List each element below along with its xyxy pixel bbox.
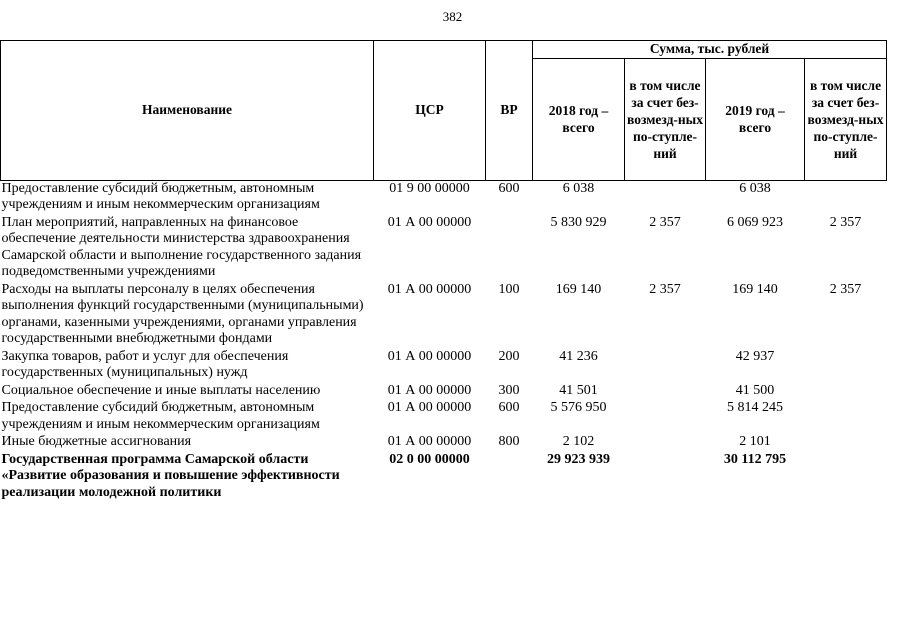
row-csr: 01 А 00 00000 xyxy=(387,348,472,364)
row-vr: 600 xyxy=(498,400,520,415)
row-csr: 01 А 00 00000 xyxy=(387,382,472,398)
row-2019-total: 6 069 923 xyxy=(727,214,783,230)
table-row xyxy=(1,452,887,503)
table-row xyxy=(1,383,887,401)
table-row xyxy=(1,282,887,349)
header-sum-group: Сумма, тыс. рублей xyxy=(533,41,887,59)
header-2019-free: в том числе за счет без-возмезд-ных по-ступле-ний xyxy=(805,58,887,180)
row-csr: 01 А 00 00000 xyxy=(387,434,472,449)
table-row xyxy=(1,434,887,452)
header-2019-total: 2019 год – всего xyxy=(706,58,805,180)
table-row xyxy=(1,349,887,383)
row-2019-total: 30 112 795 xyxy=(723,451,787,467)
row-2018-free xyxy=(625,349,706,383)
row-2019-free: 2 357 xyxy=(829,281,862,297)
row-2018-total: 29 923 939 xyxy=(547,451,610,467)
row-2018-free xyxy=(625,383,706,401)
row-name: Закупка товаров, работ и услуг для обеспечения государственных (муниципальных) нужд xyxy=(1,348,289,380)
row-vr: 300 xyxy=(498,382,520,398)
row-csr: 02 0 00 00000 xyxy=(389,451,470,467)
row-2019-free xyxy=(805,349,887,383)
row-csr: 01 А 00 00000 xyxy=(387,400,472,415)
row-2019-free xyxy=(805,180,887,215)
header-2018-free: в том числе за счет без-возмезд-ных по-ступле-ний xyxy=(625,58,706,180)
row-2018-free xyxy=(625,180,706,215)
row-2018-free: 2 357 xyxy=(649,281,681,297)
row-vr: 600 xyxy=(498,180,520,196)
row-2019-free xyxy=(805,452,887,503)
row-2018-total: 41 501 xyxy=(559,382,598,398)
row-2018-total: 6 038 xyxy=(562,180,595,196)
row-2018-free xyxy=(625,452,706,503)
row-2019-total: 6 038 xyxy=(739,180,771,196)
header-2018-total: 2018 год – всего xyxy=(533,58,625,180)
row-2019-total: 5 814 245 xyxy=(727,400,783,415)
row-vr: 100 xyxy=(498,281,520,297)
row-name: План мероприятий, направленных на финансовое обеспечение деятельности министерства здравоохранения Самарской области и выполнение государственного задания подведомственными учреждениями xyxy=(1,214,362,279)
row-name: Предоставление субсидий бюджетным, автономным учреждениям и иным некоммерческим организациям xyxy=(1,180,320,212)
row-csr: 01 А 00 00000 xyxy=(387,281,472,297)
header-csr: ЦСР xyxy=(374,41,486,181)
row-csr: 01 А 00 00000 xyxy=(387,214,472,230)
row-2018-total: 5 830 929 xyxy=(550,214,607,230)
budget-table xyxy=(0,40,887,502)
row-csr: 01 9 00 00000 xyxy=(389,180,470,196)
table-row xyxy=(1,400,887,434)
row-2019-free: 2 357 xyxy=(829,214,862,230)
row-2019-free xyxy=(805,400,887,434)
row-2018-total: 2 102 xyxy=(562,434,595,449)
row-name: Иные бюджетные ассигнования xyxy=(1,434,192,449)
row-2018-free xyxy=(625,400,706,434)
page-number: 382 xyxy=(442,9,463,24)
row-2018-total: 169 140 xyxy=(555,281,602,297)
row-vr: 800 xyxy=(498,434,520,449)
row-2019-free xyxy=(805,434,887,452)
row-vr: 200 xyxy=(498,348,520,364)
table-header xyxy=(1,41,887,181)
header-vr: ВР xyxy=(486,41,533,181)
table-row xyxy=(1,180,887,215)
row-name: Расходы на выплаты персоналу в целях обеспечения выполнения функций государственными (муниципальными) органами, казенными учреждениями, органами управления государственными внебюджетными фондами xyxy=(1,281,364,346)
row-2019-total: 169 140 xyxy=(732,281,778,297)
row-2019-free xyxy=(805,383,887,401)
row-2018-total: 5 576 950 xyxy=(550,400,607,415)
row-2018-free xyxy=(625,434,706,452)
row-2019-total: 41 500 xyxy=(735,382,775,398)
row-2019-total: 42 937 xyxy=(735,348,775,364)
table-body xyxy=(1,180,887,502)
row-name: Предоставление субсидий бюджетным, автономным учреждениям и иным некоммерческим организациям xyxy=(1,400,320,432)
row-vr xyxy=(486,215,533,282)
row-name: Социальное обеспечение и иные выплаты населению xyxy=(1,382,321,398)
row-vr xyxy=(486,452,533,503)
row-2018-free: 2 357 xyxy=(649,214,681,230)
row-2018-total: 41 236 xyxy=(559,348,598,364)
row-name: Государственная программа Самарской области «Развитие образования и повышение эффективности реализации молодежной политики xyxy=(1,451,340,500)
row-2019-total: 2 101 xyxy=(739,434,771,449)
table-row xyxy=(1,215,887,282)
header-name: Наименование xyxy=(1,41,374,181)
